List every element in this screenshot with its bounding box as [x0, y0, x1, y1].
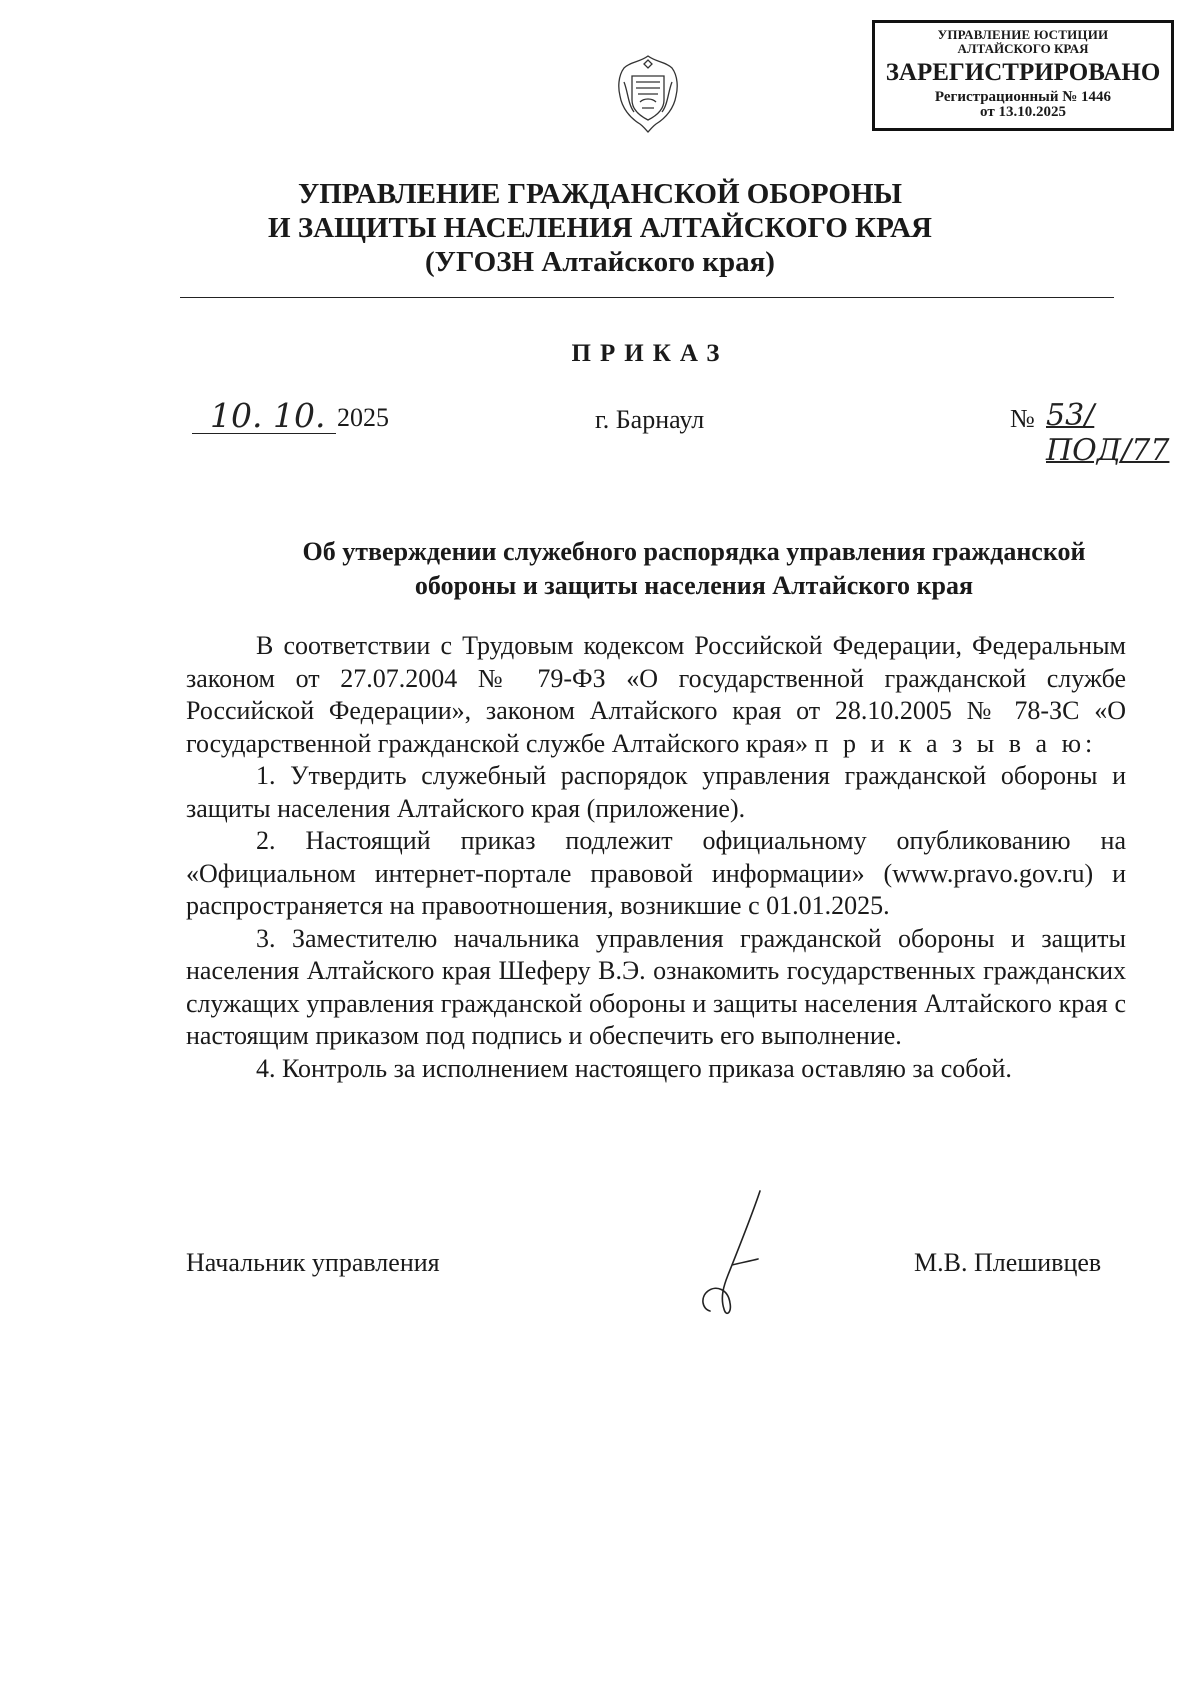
order-number-sign: №	[1010, 404, 1035, 433]
handwritten-signature	[680, 1185, 780, 1325]
order-number-handwritten: 53/ПОД/77	[1046, 398, 1170, 468]
order-item-3: 3. Заместителю начальника управления гражданской обороны и защиты населения Алтайского края Шеферу В.Э. ознакомить государственных гражданских служащих управления гражданской обороны и защиты населения Алтайского края с настоящим приказом под подпись и обеспечить его выполнение.	[186, 923, 1126, 1050]
header-divider	[180, 297, 1114, 298]
coat-of-arms-emblem	[610, 52, 686, 136]
order-item-2: 2. Настоящий приказ подлежит официальному опубликованию на «Официальном интернет-портале правовой информации» (www.pravo.gov.ru) и распространяется на правоотношения, возникшие с 01.01.2025.	[186, 826, 1126, 920]
order-body	[186, 630, 1126, 1085]
stamp-authority-line2: АЛТАЙСКОГО КРАЯ	[957, 40, 1089, 56]
registration-stamp	[872, 20, 1174, 131]
order-subject-line1: Об утверждении служебного распорядка управления гражданской	[302, 537, 1086, 566]
date-underline	[192, 433, 336, 434]
organization-short-name: (УГОЗН Алтайского края)	[425, 246, 775, 278]
stamp-registration-number: Регистрационный № 1446	[934, 88, 1112, 105]
stamp-status: ЗАРЕГИСТРИРОВАНО	[885, 59, 1161, 87]
preamble-text: В соответствии с Трудовым кодексом Российской Федерации, Федеральным законом от 27.07.2004 № 79-ФЗ «О государственной гражданской службе Российской Федерации», законом Алтайского края от 28.10.2005 № 78-ЗС «О государственной гражданской службе Алтайского края»	[186, 631, 1126, 758]
order-item-1: 1. Утвердить служебный распорядок управления гражданской обороны и защиты населения Алтайского края (приложение).	[186, 761, 1126, 823]
order-title: ПРИКАЗ	[571, 340, 729, 367]
signatory-position: Начальник управления	[186, 1248, 440, 1277]
signatory-name: М.В. Плешивцев	[914, 1248, 1102, 1277]
organization-name-line2: И ЗАЩИТЫ НАСЕЛЕНИЯ АЛТАЙСКОГО КРАЯ	[268, 212, 932, 244]
organization-name-line1: УПРАВЛЕНИЕ ГРАЖДАНСКОЙ ОБОРОНЫ	[297, 178, 903, 210]
order-year: 2025	[337, 403, 389, 432]
order-city: г. Барнаул	[595, 405, 705, 434]
stamp-registration-date: от 13.10.2025	[980, 104, 1066, 121]
order-subject-line2: обороны и защиты населения Алтайского края	[414, 571, 974, 600]
order-item-4: 4. Контроль за исполнением настоящего приказа оставляю за собой.	[256, 1053, 1012, 1083]
stamp-authority-line1: УПРАВЛЕНИЕ ЮСТИЦИИ	[937, 27, 1109, 42]
order-date-handwritten: 10. 10.	[210, 396, 326, 435]
decree-word: п р и к а з ы в а ю:	[814, 728, 1097, 758]
order-preamble	[186, 630, 1126, 760]
